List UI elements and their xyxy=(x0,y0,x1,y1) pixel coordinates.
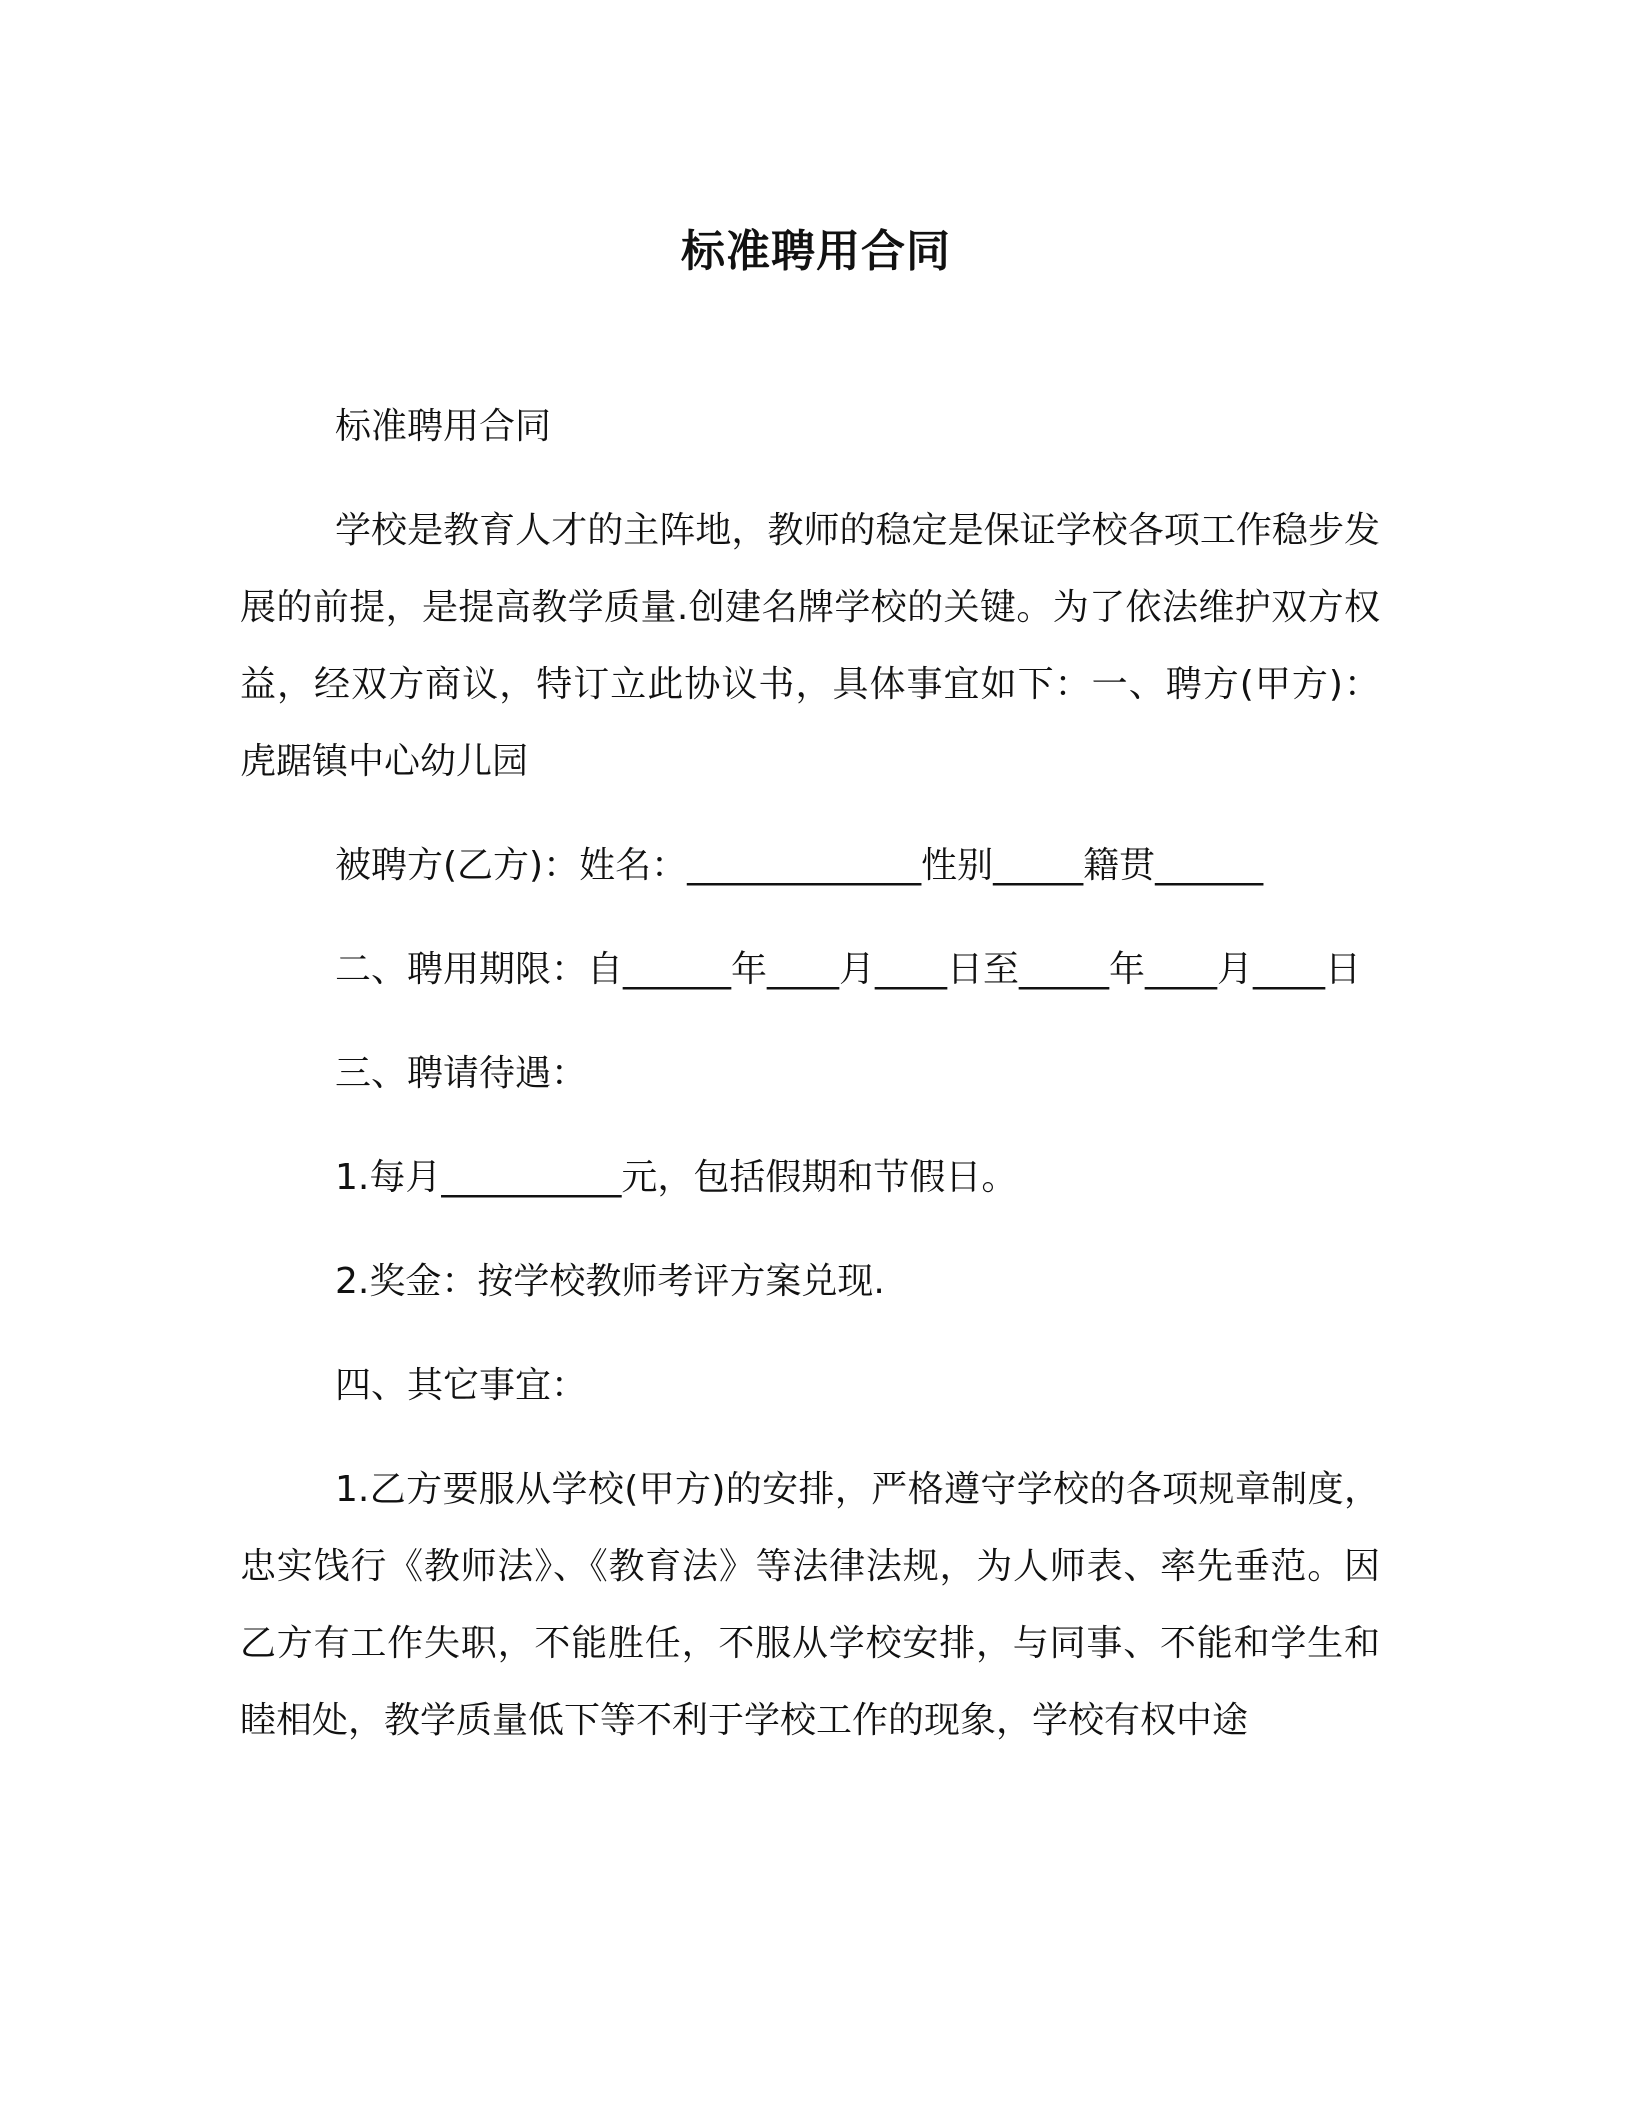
monthly-salary-paragraph: 1.每月__________元，包括假期和节假日。 xyxy=(335,1157,1018,1198)
bonus-paragraph: 2.奖金：按学校教师考评方案兑现. xyxy=(335,1261,885,1302)
intro-paragraph: 学校是教育人才的主阵地，教师的稳定是保证学校各项工作稳步发展的前提，是提高教学质量.创建名牌学校的关键。为了依法维护双方权益，经双方商议，特订立此协议书，具体事宜如下：一、聘方(甲方)：虎踞镇中心幼儿园 xyxy=(240,510,1380,782)
obligations-paragraph: 1.乙方要服从学校(甲方)的安排，严格遵守学校的各项规章制度，忠实饯行《教师法》、《教育法》等法律法规，为人师表、率先垂范。因乙方有工作失职，不能胜任，不服从学校安排，与同事、不能和学生和睦相处，教学质量低下等不利于学校工作的现象，学校有权中途 xyxy=(240,1469,1380,1741)
document-body xyxy=(240,388,1380,1759)
document-title: 标准聘用合同 xyxy=(681,226,951,277)
term-paragraph: 二、聘用期限：自______年____月____日至_____年____月____日 xyxy=(335,949,1362,990)
employee-info-paragraph: 被聘方(乙方)：姓名：_____________性别_____籍贯______ xyxy=(335,845,1264,886)
salary-heading: 三、聘请待遇： xyxy=(335,1053,588,1094)
subtitle-paragraph: 标准聘用合同 xyxy=(335,406,552,447)
other-matters-heading: 四、其它事宜： xyxy=(335,1365,588,1406)
